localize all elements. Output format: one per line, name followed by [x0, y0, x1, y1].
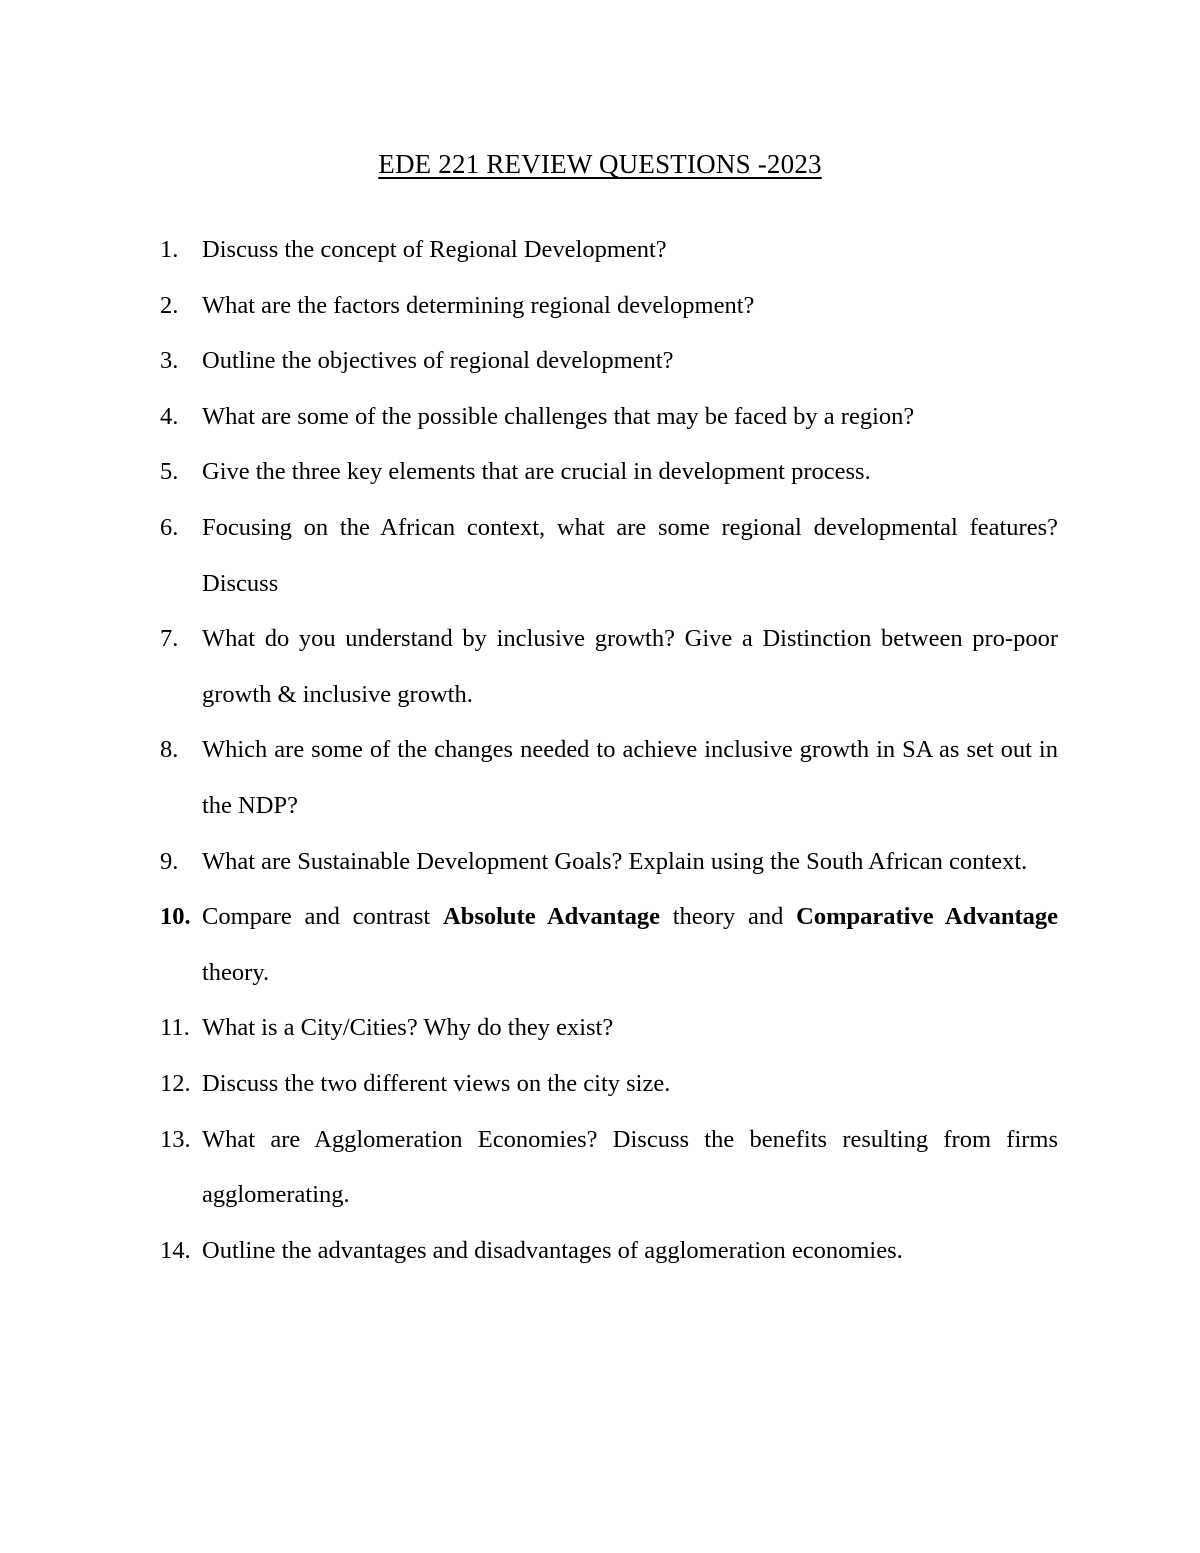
- question-text: What is a City/Cities? Why do they exist?: [202, 1014, 614, 1042]
- question-text-part: Compare and contrast: [202, 903, 443, 931]
- question-text: What are some of the possible challenges that may be faced by a region?: [202, 402, 915, 430]
- question-number: 12.: [160, 1069, 191, 1097]
- question-item-3: [160, 333, 1058, 389]
- question-item-9: [160, 834, 1058, 890]
- question-item-7: [160, 611, 1058, 722]
- question-number: 5.: [160, 458, 179, 486]
- question-number: 8.: [160, 736, 179, 764]
- question-item-1: [160, 222, 1058, 278]
- question-number: 11.: [160, 1014, 190, 1042]
- question-number: 10.: [160, 903, 191, 931]
- question-text-part: theory.: [202, 958, 270, 986]
- question-number: 6.: [160, 513, 179, 541]
- question-text: What do you understand by inclusive growth? Give a Distinction between pro-poor growth & inclusive growth.: [202, 625, 1058, 708]
- question-item-10: [160, 889, 1058, 1000]
- question-text: Discuss the concept of Regional Development?: [202, 236, 667, 263]
- question-item-4: [160, 389, 1058, 445]
- question-text: Outline the advantages and disadvantages of agglomeration economies.: [202, 1236, 903, 1264]
- question-item-5: [160, 444, 1058, 500]
- question-number: 4.: [160, 402, 179, 430]
- question-text: What are the factors determining regional development?: [202, 291, 755, 319]
- comparative-advantage-term: Comparative Advantage: [796, 903, 1058, 931]
- document-title: EDE 221 REVIEW QUESTIONS -2023: [378, 149, 822, 179]
- question-list: [160, 222, 1058, 1278]
- question-text: Focusing on the African context, what are some regional developmental features? Discuss: [202, 513, 1058, 597]
- question-number: 1.: [160, 236, 179, 263]
- question-item-11: [160, 1000, 1058, 1056]
- question-item-12: [160, 1056, 1058, 1112]
- question-item-8: [160, 722, 1058, 833]
- question-number: 3.: [160, 347, 179, 375]
- question-text: What are Sustainable Development Goals? Explain using the South African context.: [202, 847, 1028, 875]
- question-number: 9.: [160, 847, 179, 875]
- question-item-6: [160, 500, 1058, 611]
- question-number: 13.: [160, 1125, 191, 1153]
- absolute-advantage-term: Absolute Advantage: [443, 903, 660, 931]
- question-text: Which are some of the changes needed to achieve inclusive growth in SA as set out in the NDP?: [202, 736, 1058, 819]
- question-item-14: [160, 1223, 1058, 1279]
- question-text-part: theory and: [659, 903, 797, 931]
- question-number: 14.: [160, 1236, 191, 1264]
- question-item-13: [160, 1112, 1058, 1223]
- question-text: Outline the objectives of regional development?: [202, 347, 674, 375]
- question-text: Give the three key elements that are crucial in development process.: [202, 458, 871, 486]
- question-text: [202, 889, 1058, 1000]
- question-item-2: [160, 278, 1058, 334]
- question-text: What are Agglomeration Economies? Discuss the benefits resulting from firms agglomerating.: [202, 1125, 1058, 1209]
- question-number: 2.: [160, 291, 179, 319]
- question-number: 7.: [160, 625, 179, 653]
- question-text: Discuss the two different views on the city size.: [202, 1069, 671, 1097]
